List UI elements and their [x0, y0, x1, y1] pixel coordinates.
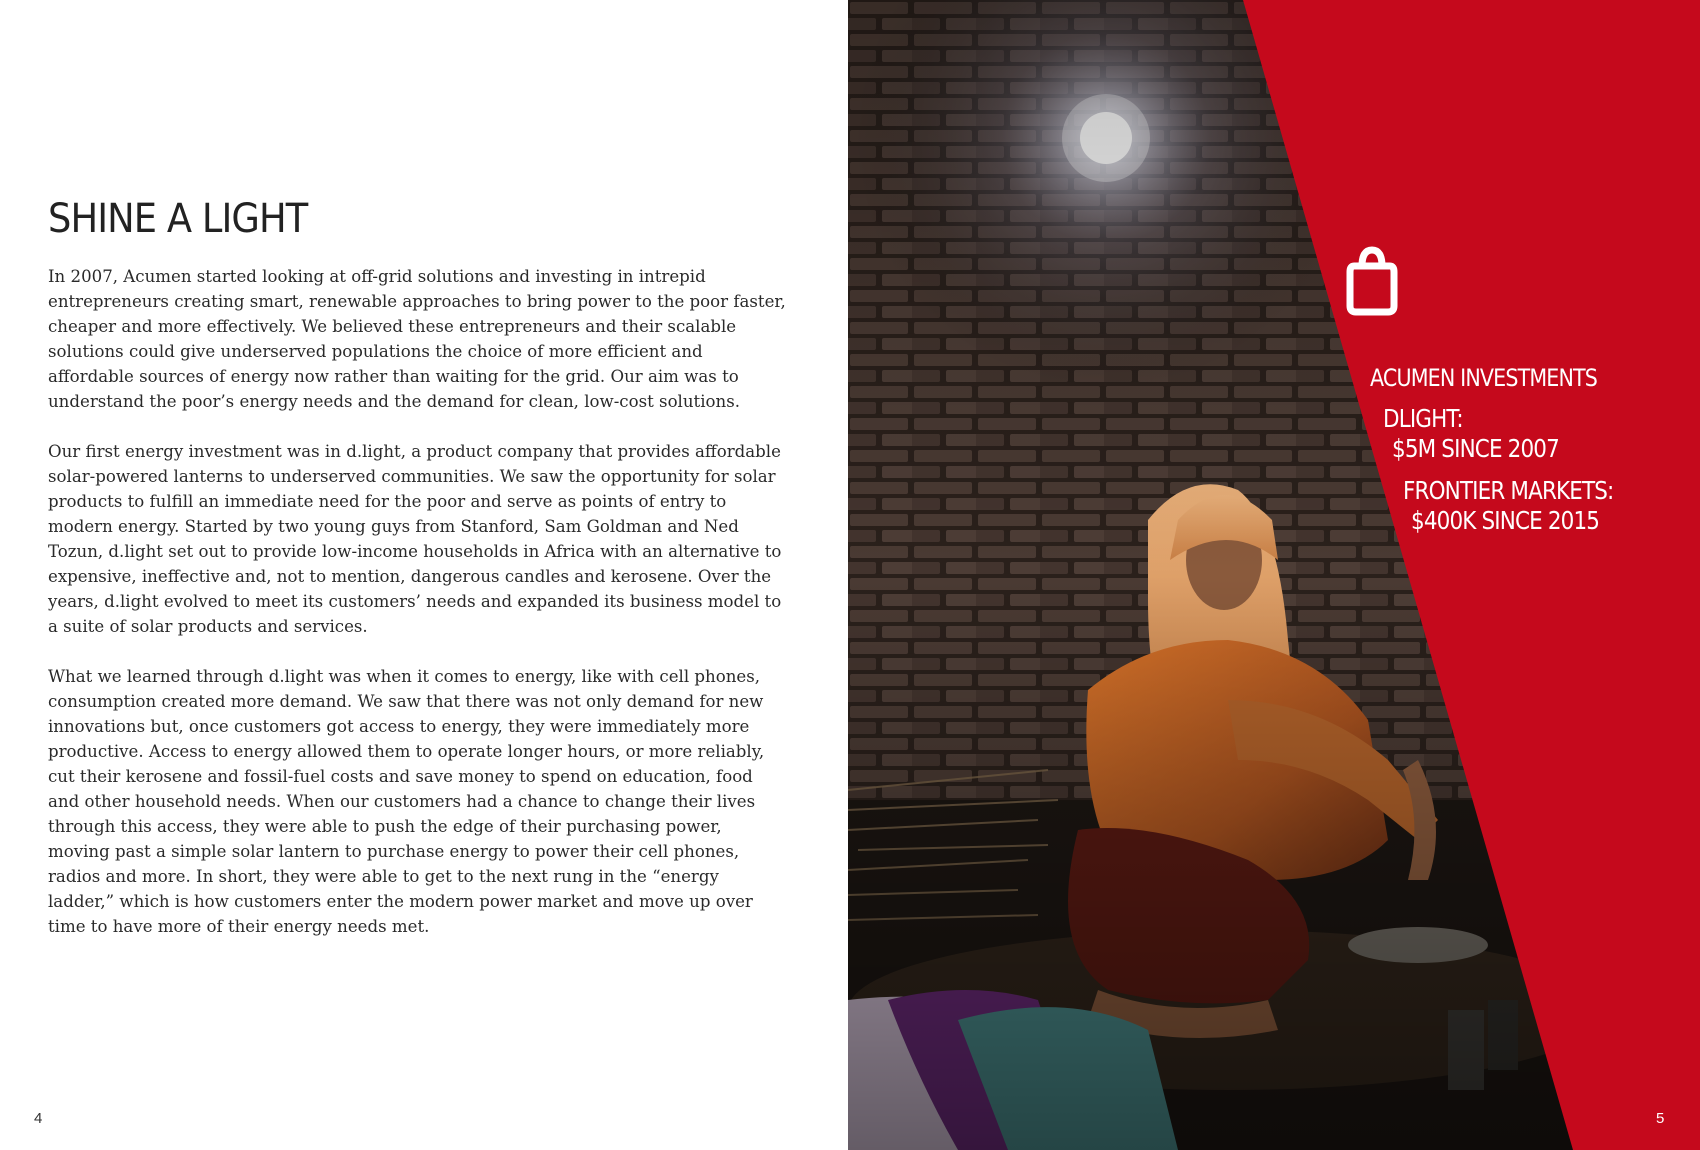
page-title: SHINE A LIGHT: [48, 196, 308, 242]
paragraph-2: Our first energy investment was in d.light, a product company that provides affordable solar-powered lanterns to underserved communities. We saw the opportunity for solar products to fulfill an immediate need for the poor and serve as points of entry to modern energy. Started by two young guys from Stanford, Sam Goldman and Ned Tozun, d.light set out to provide low-income households in Africa with an alternative to expensive, ineffective and, not to mention, dangerous candles and kerosene. Over the years, d.light evolved to meet its customers’ needs and expanded its business model to a suite of solar products and services.: [48, 442, 782, 636]
body-text: [48, 264, 788, 964]
red-diagonal-panel: [848, 0, 1700, 1150]
page-number-right: 5: [1656, 1110, 1665, 1127]
frontier-markets-label: FRONTIER MARKETS:: [1403, 476, 1614, 505]
frontier-markets-amount: $400K SINCE 2015: [1411, 506, 1600, 535]
left-page: [0, 0, 848, 1150]
shopping-bag-icon: [1346, 244, 1398, 316]
paragraph-1: In 2007, Acumen started looking at off-grid solutions and investing in intrepid entrepreneurs creating smart, renewable approaches to bring power to the poor faster, cheaper and more effectively. We believed these entrepreneurs and their scalable solutions could give underserved populations the choice of more efficient and affordable sources of energy now rather than waiting for the grid. Our aim was to understand the poor’s energy needs and the demand for clean, low-cost solutions.: [48, 267, 786, 411]
paragraph-3: What we learned through d.light was when it comes to energy, like with cell phones, consumption created more demand. We saw that there was not only demand for new innovations but, once customers got access to energy, they were immediately more productive. Access to energy allowed them to operate longer hours, or more reliably, cut their kerosene and fossil-fuel costs and save money to spend on education, food and other household needs. When our customers had a chance to change their lives through this access, they were able to push the edge of their purchasing power, moving past a simple solar lantern to purchase energy to power their cell phones, radios and more. In short, they were able to get to the next rung in the “energy ladder,” which is how customers enter the modern power market and move up over time to have more of their energy needs met.: [48, 667, 765, 936]
dlight-label: DLIGHT:: [1383, 404, 1463, 433]
dlight-amount: $5M SINCE 2007: [1392, 434, 1559, 463]
investments-heading: ACUMEN INVESTMENTS: [1370, 364, 1598, 392]
page-number-left: 4: [34, 1110, 43, 1127]
right-page: [848, 0, 1700, 1150]
